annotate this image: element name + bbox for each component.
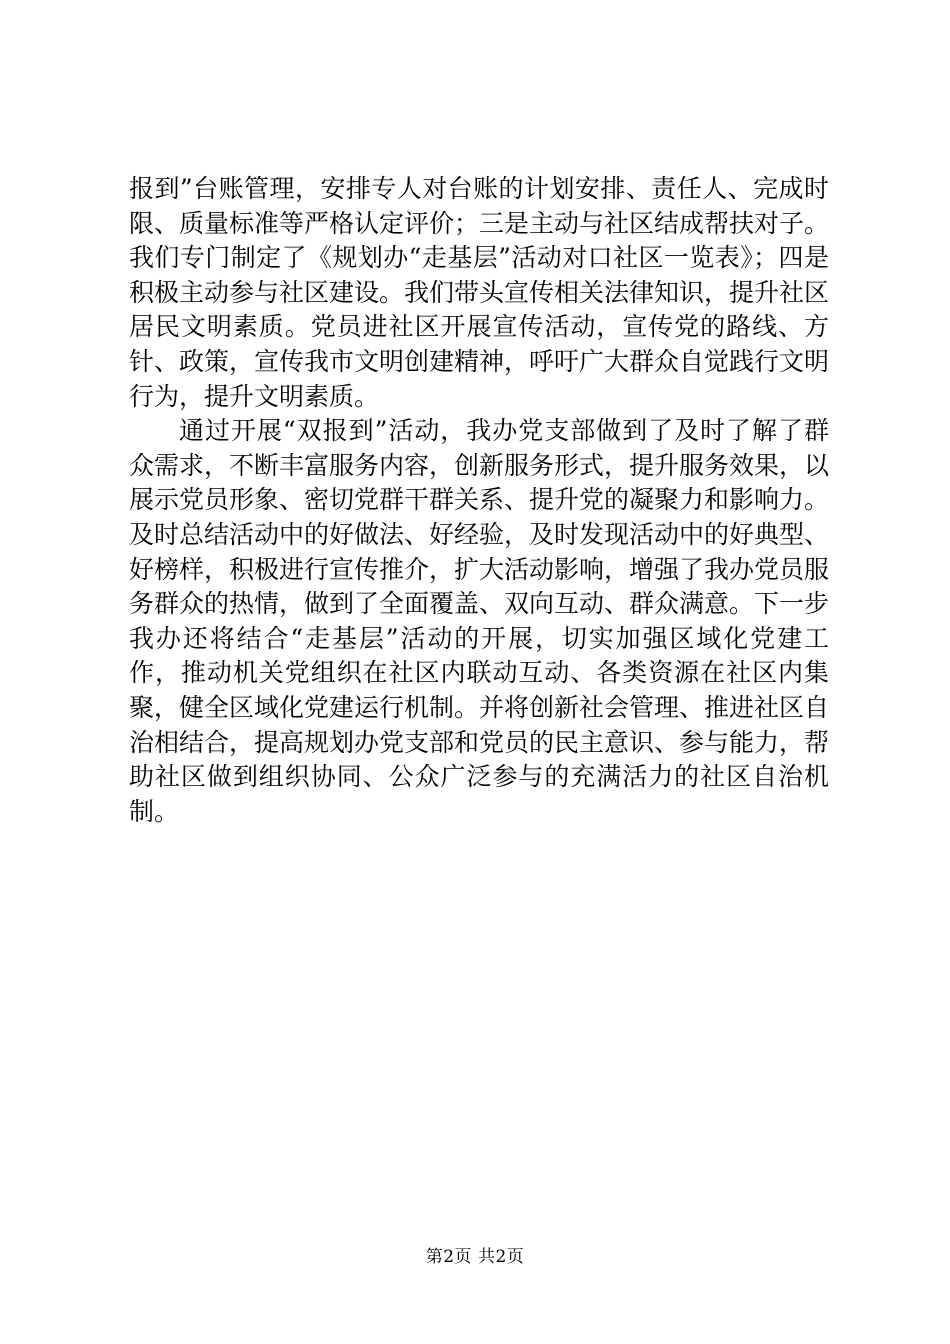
paragraph-2: 通过开展“双报到”活动，我办党支部做到了及时了解了群众需求，不断丰富服务内容，创新服务形式，提升服务效果，以展示党员形象、密切党群干群关系、提升党的凝聚力和影响力。及时总结活动中的好做法、好经验，及时发现活动中的好典型、好榜样，积极进行宣传推介，扩大活动影响，增强了我办党员服务群众的热情，做到了全面覆盖、双向互动、群众满意。下一步我办还将结合“走基层”活动的开展，切实加强区域化党建工作，推动机关党组织在社区内联动互动、各类资源在社区内集聚，健全区域化党建运行机制。并将创新社会管理、推进社区自治相结合，提高规划办党支部和党员的民主意识、参与能力，帮助社区做到组织协同、公众广泛参与的充满活力的社区自治机制。 (129, 416, 830, 826)
page-number-footer: 第2页 共2页 (425, 1247, 525, 1267)
document-body (129, 172, 829, 829)
paragraph-1: 报到”台账管理，安排专人对台账的计划安排、责任人、完成时限、质量标准等严格认定评价；三是主动与社区结成帮扶对子。我们专门制定了《规划办“走基层”活动对口社区一览表》；四是积极主动参与社区建设。我们带头宣传相关法律知识，提升社区居民文明素质。党员进社区开展宣传活动，宣传党的路线、方针、政策，宣传我市文明创建精神，呼吁广大群众自觉践行文明行为，提升文明素质。 (129, 174, 830, 411)
